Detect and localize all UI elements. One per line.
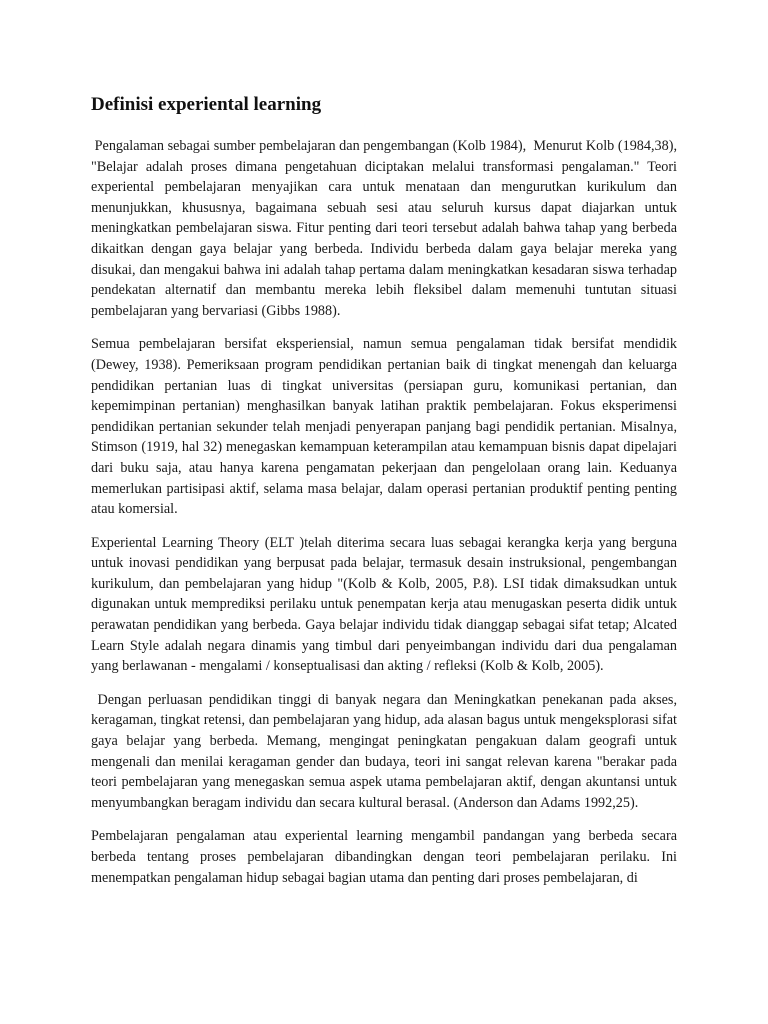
paragraph-2: Semua pembelajaran bersifat eksperiensial, namun semua pengalaman tidak bersifat mendidik (Dewey, 1938). Pemeriksaan program pendidikan pertanian baik di tingkat menengah dan keluarga pendidikan pertanian luas di tingkat universitas (persiapan guru, komunikasi pertanian, dan kepemimpinan pertanian) menghasilkan banyak latihan praktik pembelajaran. Fokus eksperimensi pendidikan pertanian sekunder telah menjadi penyerapan panjang bagi pendidik pertanian. Misalnya, Stimson (1919, hal 32) menegaskan kemampuan keterampilan atau kemampuan bisnis dapat dipelajari dari buku saja, atau hanya karena pengamatan pekerjaan dan pengelolaan orang lain. Keduanya memerlukan partisipasi aktif, selama masa belajar, dalam operasi pertanian produktif penting penting atau komersial. xyxy=(91,336,681,518)
paragraph-5: Pembelajaran pengalaman atau experiental learning mengambil pandangan yang berbeda secara berbeda tentang proses pembelajaran dibandingkan dengan teori pembelajaran perilaku. Ini menempatkan pengalaman hidup sebagai bagian utama dan penting dari proses pembelajaran, di xyxy=(91,828,681,886)
document-title: Definisi experiental learning xyxy=(91,94,322,115)
paragraph-4: Dengan perluasan pendidikan tinggi di banyak negara dan Meningkatkan penekanan pada akses, keragaman, tingkat retensi, dan pembelajaran yang hidup, ada alasan bagus untuk mengeksplorasi sifat gaya belajar yang berbeda. Memang, mengingat peningkatan pengakuan dalam geografi untuk mengenali dan menilai keragaman gender dan budaya, teori ini sangat relevan karena "berakar pada teori pembelajaran yang menegaskan semua aspek utama pembelajaran aktif, dengan akuntansi untuk menyumbangkan beragam individu dan secara kultural berasal. (Anderson dan Adams 1992,25). xyxy=(91,691,681,811)
paragraph-3: Experiental Learning Theory (ELT )telah diterima secara luas sebagai kerangka kerja yang berguna untuk inovasi pendidikan yang berpusat pada belajar, termasuk desain instruksional, pengembangan kurikulum, dan pembelajaran yang hidup "(Kolb & Kolb, 2005, P.8). LSI tidak dimaksudkan untuk digunakan untuk memprediksi perilaku untuk penempatan kerja atau menugaskan peserta didik untuk perawatan pendidikan yang berbeda. Gaya belajar individu tidak dianggap sebagai sifat tetap; Alcated Learn Style adalah negara dinamis yang timbul dari penyeimbangan individu dari dua pengalaman yang berlawanan - mengalami / konseptualisasi dan akting / refleksi (Kolb & Kolb, 2005). xyxy=(91,534,681,675)
paragraph-1: Pengalaman sebagai sumber pembelajaran dan pengembangan (Kolb 1984), Menurut Kolb (1984,38), "Belajar adalah proses dimana pengetahuan diciptakan melalui transformasi pengalaman." Teori experiental pembelajaran menyajikan cara untuk menataan dan mengurutkan kurikulum dan menunjukkan, khususnya, bagaimana sebuah sesi atau seluruh kursus dapat diajarkan untuk meningkatkan pembelajaran siswa. Fitur penting dari teori tersebut adalah bahwa tahap yang berbeda dikaitkan dengan gaya belajar yang berbeda. Individu berbeda dalam gaya belajar mereka yang disukai, dan mengakui bahwa ini adalah tahap pertama dalam meningkatkan kesadaran siswa terhadap pendekatan alternatif dan membantu mereka lebih fleksibel dalam memenuhi tuntutan situasi pembelajaran yang bervariasi (Gibbs 1988). xyxy=(91,138,681,319)
document-page xyxy=(91,92,681,901)
